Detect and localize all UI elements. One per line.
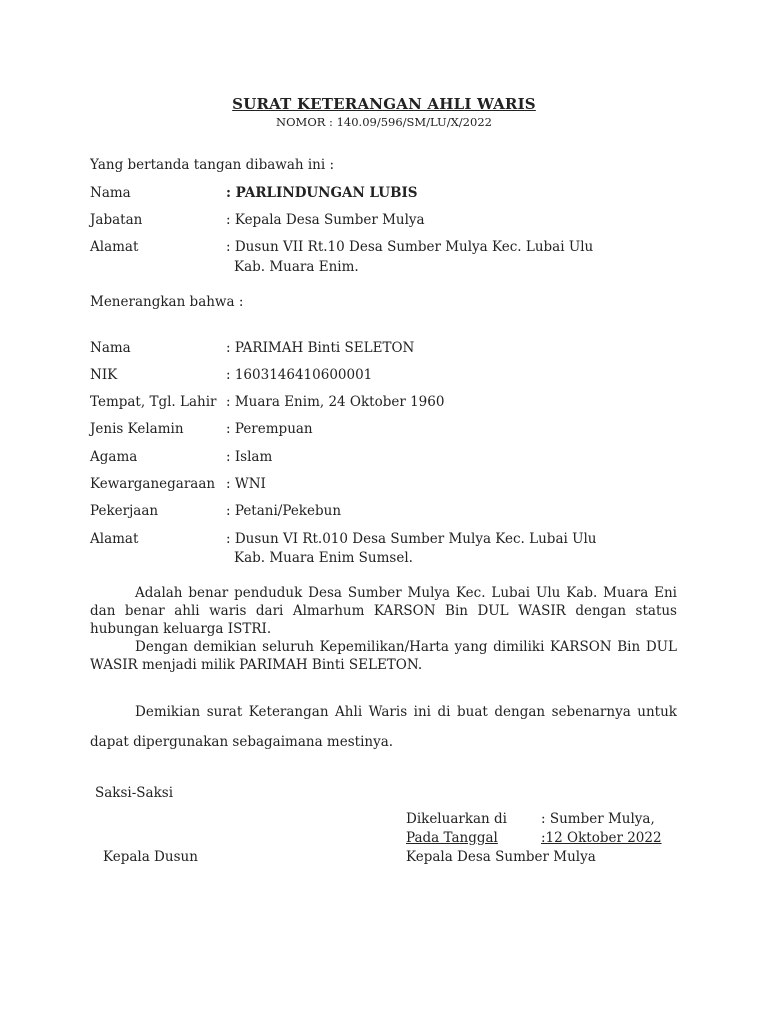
- closing-paragraph-wrap: [90, 697, 677, 757]
- menerangkan-text: Menerangkan bahwa :: [90, 294, 244, 310]
- statement-paragraphs: [90, 584, 677, 674]
- signer-address-label: Alamat: [90, 239, 139, 255]
- closing-paragraph: Demikian surat Keterangan Ahli Waris ini di buat dengan sebenarnya untuk dapat dipergunakan sebagaimana mestinya.: [90, 704, 677, 750]
- subject-citizenship-value: : WNI: [226, 476, 266, 492]
- document-number: NOMOR : 140.09/596/SM/LU/X/2022: [276, 115, 492, 129]
- date-label: Pada Tanggal: [406, 830, 498, 846]
- witnesses-label: Saksi-Saksi: [95, 785, 174, 801]
- subject-religion-label: Agama: [90, 449, 138, 465]
- signer-address-value-cont: Kab. Muara Enim.: [234, 259, 359, 275]
- subject-address-label: Alamat: [90, 531, 139, 547]
- intro-text: Yang bertanda tangan dibawah ini :: [90, 157, 335, 173]
- issued-at-label: Dikeluarkan di: [406, 811, 507, 827]
- subject-citizenship-label: Kewarganegaraan: [90, 476, 216, 492]
- subject-gender-value: : Perempuan: [226, 421, 313, 437]
- subject-name-label: Nama: [90, 340, 131, 356]
- subject-nik-label: NIK: [90, 367, 118, 383]
- issued-at-value: : Sumber Mulya,: [541, 811, 655, 827]
- subject-gender-label: Jenis Kelamin: [90, 421, 184, 437]
- subject-address-value: : Dusun VI Rt.010 Desa Sumber Mulya Kec. Lubai Ulu: [226, 531, 597, 547]
- signer-address-value: : Dusun VII Rt.10 Desa Sumber Mulya Kec. Lubai Ulu: [226, 239, 594, 255]
- statement-paragraph-2: Dengan demikian seluruh Kepemilikan/Harta yang dimiliki KARSON Bin DUL WASIR menjadi milik PARIMAH Binti SELETON.: [90, 639, 677, 673]
- subject-occupation-value: : Petani/Pekebun: [226, 503, 342, 519]
- kepala-desa-label: Kepala Desa Sumber Mulya: [406, 849, 596, 865]
- signer-position-label: Jabatan: [90, 212, 143, 228]
- subject-religion-value: : Islam: [226, 449, 273, 465]
- date-value: :12 Oktober 2022: [541, 830, 662, 846]
- document-title: SURAT KETERANGAN AHLI WARIS: [232, 95, 536, 113]
- kepala-dusun-label: Kepala Dusun: [103, 849, 198, 865]
- subject-birth-label: Tempat, Tgl. Lahir: [90, 394, 217, 410]
- signer-name-label: Nama: [90, 185, 131, 201]
- subject-nik-value: : 1603146410600001: [226, 367, 373, 383]
- subject-name-value: : PARIMAH Binti SELETON: [226, 340, 415, 356]
- signer-name-value: : PARLINDUNGAN LUBIS: [226, 185, 418, 201]
- subject-occupation-label: Pekerjaan: [90, 503, 159, 519]
- subject-address-value-cont: Kab. Muara Enim Sumsel.: [234, 550, 413, 566]
- subject-birth-value: : Muara Enim, 24 Oktober 1960: [226, 394, 445, 410]
- signer-position-value: : Kepala Desa Sumber Mulya: [226, 212, 425, 228]
- statement-paragraph-1: Adalah benar penduduk Desa Sumber Mulya Kec. Lubai Ulu Kab. Muara Eni dan benar ahli waris dari Almarhum KARSON Bin DUL WASIR dengan status hubungan keluarga ISTRI.: [90, 585, 677, 637]
